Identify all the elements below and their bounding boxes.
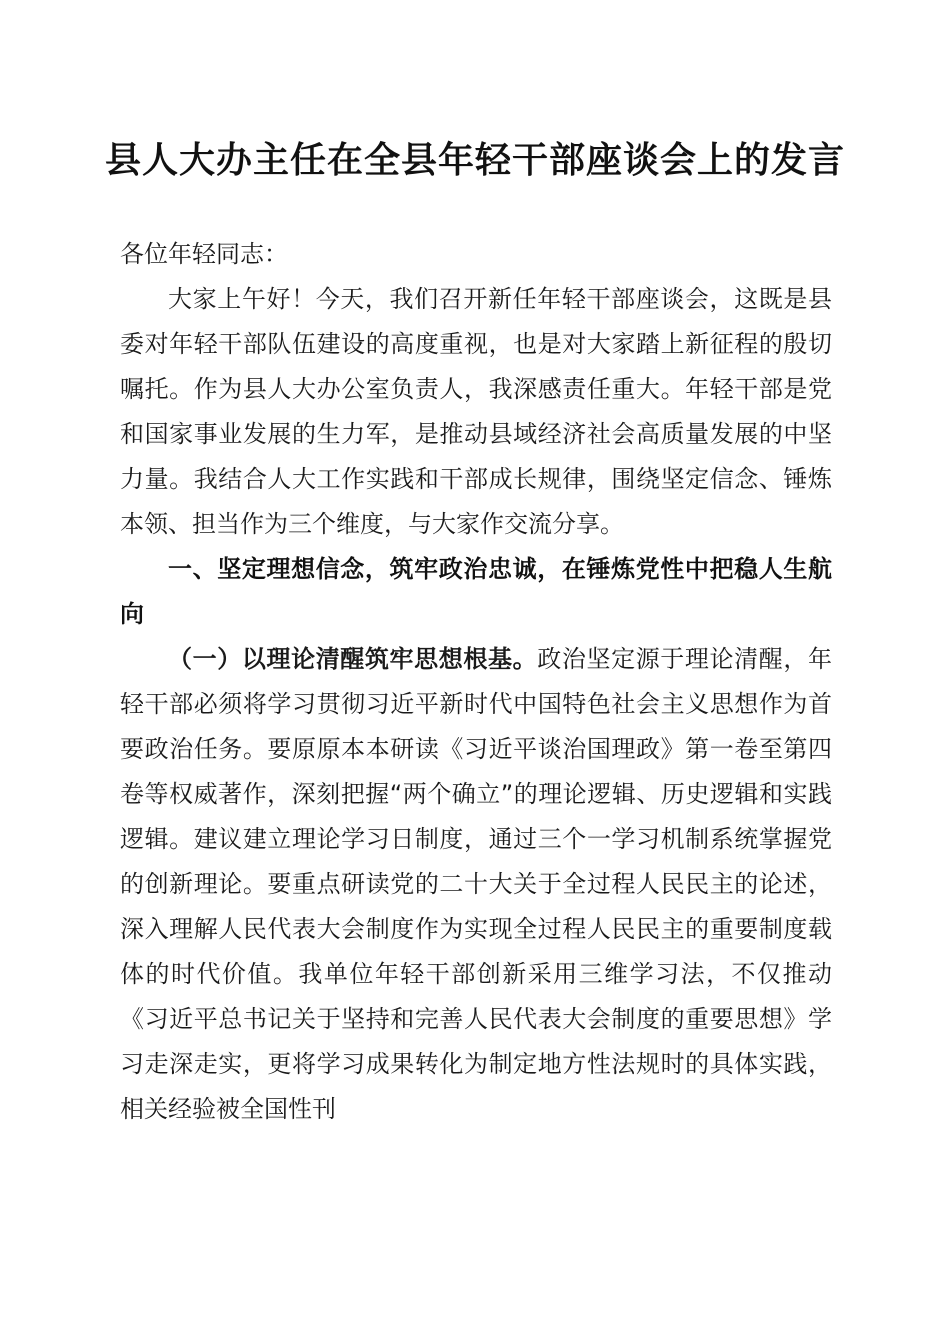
document-title: 县人大办主任在全县年轻干部座谈会上的发言 [104, 139, 845, 181]
subsection-text: 政治坚定源于理论清醒，年轻干部必须将学习贯彻习近平新时代中国特色社会主义思想作为首要政治任务。要原原本本研读《习近平谈治国理政》第一卷至第四卷等权威著作，深刻把握“两个确立”的理论逻辑、历史逻辑和实践逻辑。建议建立理论学习日制度，通过三个一学习机制系统掌握党的创新理论。要重点研读党的二十大关于全过程人民民主的论述，深入理解人民代表大会制度作为实现全过程人民民主的重要制度载体的时代价值。我单位年轻干部创新采用三维学习法，不仅推动《习近平总书记关于坚持和完善人民代表大会制度的重要思想》学习走深走实，更将学习成果转化为制定地方性法规时的具体实践，相关经验被全国性刊 [120, 645, 833, 1123]
document-body [120, 232, 832, 1132]
section-heading: 一、坚定理想信念，筑牢政治忠诚，在锤炼党性中把稳人生航向 [120, 555, 832, 628]
salutation: 各位年轻同志： [120, 240, 288, 268]
subsection-lead: （一）以理论清醒筑牢思想根基。 [168, 645, 538, 673]
intro-paragraph: 大家上午好！今天，我们召开新任年轻干部座谈会，这既是县委对年轻干部队伍建设的高度重视，也是对大家踏上新征程的殷切嘱托。作为县人大办公室负责人，我深感责任重大。年轻干部是党和国家事业发展的生力军，是推动县域经济社会高质量发展的中坚力量。我结合人大工作实践和干部成长规律，围绕坚定信念、锤炼本领、担当作为三个维度，与大家作交流分享。 [120, 285, 832, 538]
subsection-paragraph [120, 637, 832, 1132]
